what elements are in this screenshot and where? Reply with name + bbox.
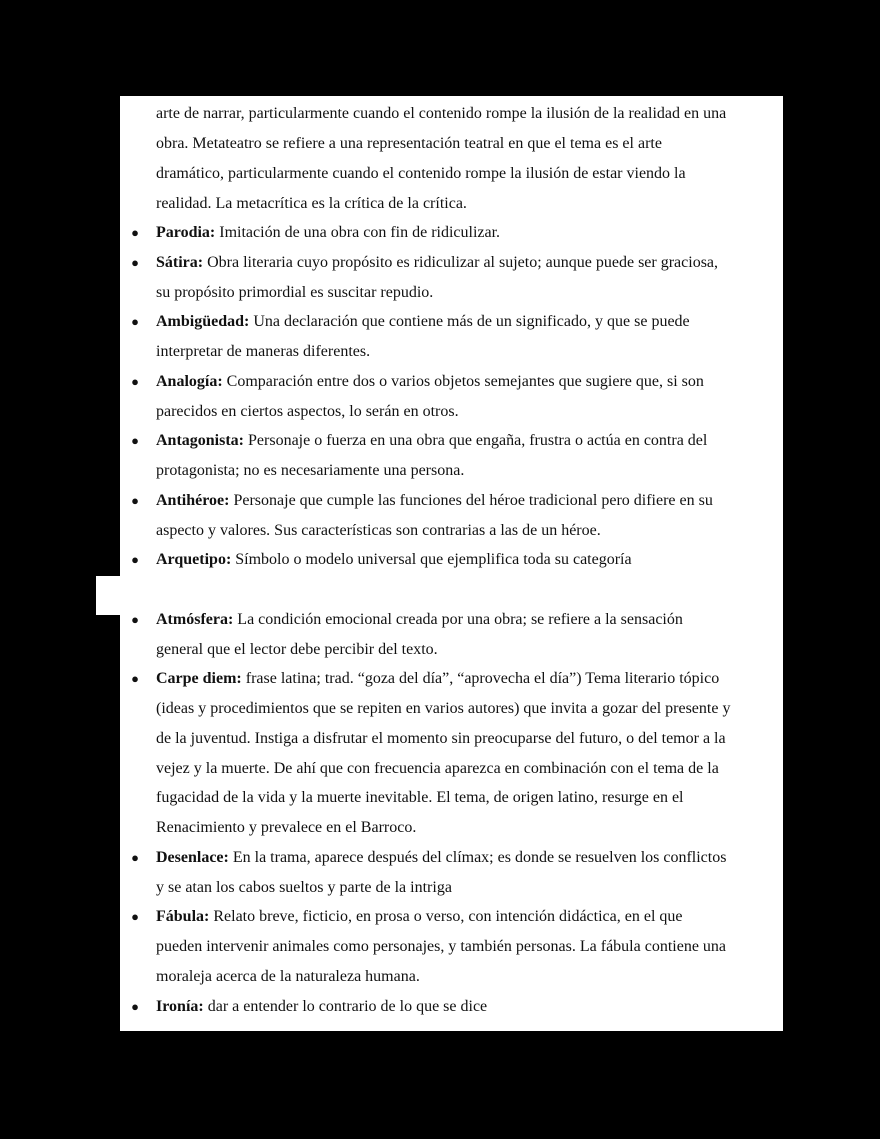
term-definition: Personaje o fuerza en una obra que engaña, frustra o actúa en contra del: [244, 432, 708, 449]
list-item: [156, 491, 713, 511]
bullet-icon: ●: [131, 850, 139, 865]
list-item: [156, 669, 719, 689]
term-definition-line: (ideas y procedimientos que se repiten en varios autores) que invita a gozar del presente y: [156, 700, 731, 717]
bullet-icon: ●: [131, 225, 139, 240]
bullet-icon: ●: [131, 433, 139, 448]
term-definition-line: Renacimiento y prevalece en el Barroco.: [156, 819, 417, 836]
list-item: [156, 372, 704, 392]
term-definition: dar a entender lo contrario de lo que se dice: [203, 998, 488, 1015]
intro-line: arte de narrar, particularmente cuando el contenido rompe la ilusión de la realidad en una: [156, 105, 727, 122]
bullet-icon: ●: [131, 612, 139, 627]
page-edge-notch: [96, 576, 120, 615]
term-definition: Imitación de una obra con fin de ridiculizar.: [215, 224, 501, 241]
bullet-icon: ●: [131, 999, 139, 1014]
term-label: Ironía:: [156, 998, 204, 1015]
bullet-icon: ●: [131, 374, 139, 389]
term-definition-line: parecidos en ciertos aspectos, lo serán en otros.: [156, 403, 459, 420]
term-label: Sátira:: [156, 254, 204, 271]
term-definition-line: su propósito primordial es suscitar repudio.: [156, 284, 434, 301]
term-definition-line: y se atan los cabos sueltos y parte de la intriga: [156, 879, 452, 896]
term-definition-line: pueden intervenir animales como personajes, y también personas. La fábula contiene una: [156, 938, 727, 955]
bullet-icon: ●: [131, 909, 139, 924]
term-definition: Comparación entre dos o varios objetos semejantes que sugiere que, si son: [222, 373, 704, 390]
term-definition-line: moraleja acerca de la naturaleza humana.: [156, 968, 420, 985]
term-definition-line: protagonista; no es necesariamente una persona.: [156, 462, 465, 479]
bullet-icon: ●: [131, 671, 139, 686]
term-label: Arquetipo:: [156, 551, 232, 568]
term-label: Parodia:: [156, 224, 216, 241]
term-definition-line: aspecto y valores. Sus características son contrarias a las de un héroe.: [156, 522, 601, 539]
document-page: [120, 96, 783, 1031]
term-definition-line: interpretar de maneras diferentes.: [156, 343, 371, 360]
term-definition: Símbolo o modelo universal que ejemplifica toda su categoría: [231, 551, 632, 568]
term-definition: La condición emocional creada por una obra; se refiere a la sensación: [233, 611, 683, 628]
term-definition: Relato breve, ficticio, en prosa o verso, con intención didáctica, en el que: [209, 908, 683, 925]
term-definition: Personaje que cumple las funciones del héroe tradicional pero difiere en su: [229, 492, 713, 509]
term-definition-line: vejez y la muerte. De ahí que con frecuencia aparezca en combinación con el tema de la: [156, 760, 719, 777]
term-definition: Una declaración que contiene más de un significado, y que se puede: [249, 313, 690, 330]
term-label: Antihéroe:: [156, 492, 230, 509]
list-item: [156, 253, 718, 273]
term-definition: frase latina; trad. “goza del día”, “aprovecha el día”) Tema literario tópico: [241, 670, 720, 687]
term-definition-line: de la juventud. Instiga a disfrutar el momento sin preocuparse del futuro, o del temor a la: [156, 730, 726, 747]
list-item: [156, 550, 632, 570]
term-label: Desenlace:: [156, 849, 229, 866]
bullet-icon: ●: [131, 493, 139, 508]
bullet-icon: ●: [131, 255, 139, 270]
list-item: [156, 312, 690, 332]
term-label: Atmósfera:: [156, 611, 234, 628]
list-item: [156, 431, 707, 451]
term-definition-line: fugacidad de la vida y la muerte inevitable. El tema, de origen latino, resurge en el: [156, 789, 684, 806]
intro-line: dramático, particularmente cuando el contenido rompe la ilusión de estar viendo la: [156, 165, 686, 182]
term-label: Ambigüedad:: [156, 313, 250, 330]
term-label: Carpe diem:: [156, 670, 242, 687]
bullet-icon: ●: [131, 552, 139, 567]
term-definition: Obra literaria cuyo propósito es ridiculizar al sujeto; aunque puede ser graciosa,: [203, 254, 719, 271]
list-item: [156, 997, 487, 1017]
intro-line: realidad. La metacrítica es la crítica de la crítica.: [156, 195, 467, 212]
list-item: [156, 848, 726, 868]
list-item: [156, 610, 683, 630]
term-label: Fábula:: [156, 908, 210, 925]
intro-line: obra. Metateatro se refiere a una representación teatral en que el tema es el arte: [156, 135, 662, 152]
term-label: Analogía:: [156, 373, 223, 390]
term-label: Antagonista:: [156, 432, 245, 449]
term-definition-line: general que el lector debe percibir del texto.: [156, 641, 438, 658]
list-item: [156, 907, 683, 927]
term-definition: En la trama, aparece después del clímax; es donde se resuelven los conflictos: [228, 849, 727, 866]
list-item: [156, 223, 500, 243]
bullet-icon: ●: [131, 314, 139, 329]
